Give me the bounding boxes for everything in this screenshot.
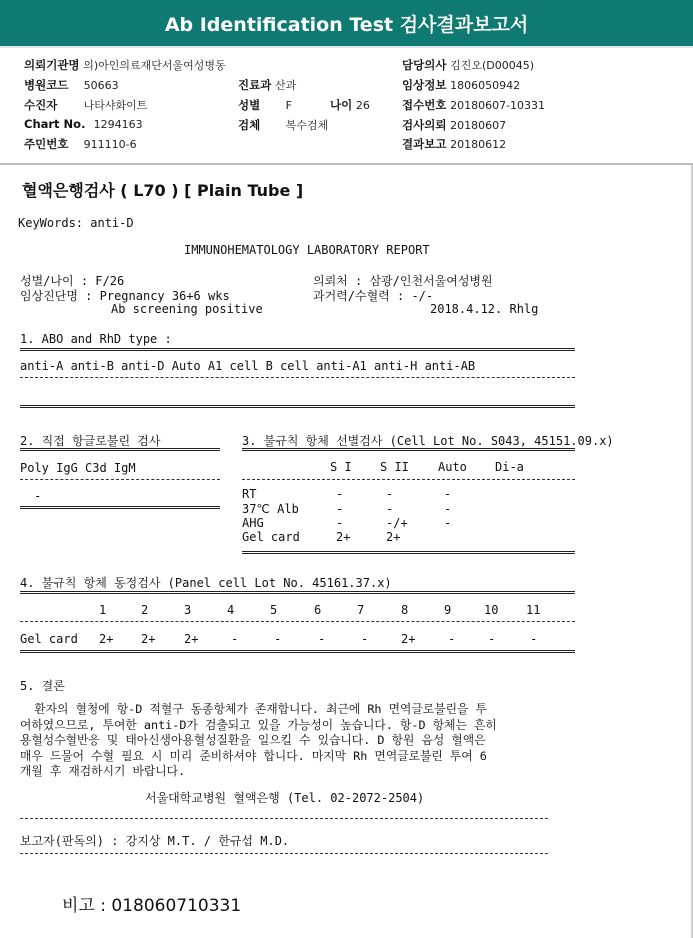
- s4-column-header: 5: [270, 603, 278, 617]
- specimen: [238, 117, 328, 133]
- s3-sii-cell: 2+: [386, 530, 401, 544]
- s3-si-cell: -: [336, 502, 344, 516]
- s2-value: -: [34, 489, 42, 503]
- requesting-org: [24, 57, 226, 73]
- report-date: [402, 136, 506, 152]
- age: [330, 97, 370, 113]
- s4-column-header: 11: [526, 603, 541, 617]
- s4-column-header: 2: [141, 603, 149, 617]
- receipt-no-label: 접수번호: [402, 98, 447, 112]
- department-value: 산과: [274, 79, 297, 92]
- s3-title: 3. 불규칙 항체 선별검사 (Cell Lot No. S043, 45151.09.x): [242, 434, 614, 448]
- chart-no-label: Chart No.: [24, 117, 86, 131]
- s4-row-label: Gel card: [20, 632, 78, 646]
- conclusion-line: 개월 후 재검하시기 바랍니다.: [20, 764, 186, 778]
- s4-value-cell: 2+: [184, 632, 199, 646]
- doctor-label: 담당의사: [402, 58, 447, 72]
- reporter-rule-top: [20, 818, 548, 819]
- s3-head-si: S I: [330, 460, 352, 474]
- s4-column-header: 4: [227, 603, 235, 617]
- clinical-info-value: 1806050942: [450, 79, 521, 92]
- s3-rule-mid: [242, 479, 575, 480]
- s4-value-cell: -: [488, 632, 496, 646]
- chart-no: [24, 117, 143, 131]
- s4-value-cell: -: [318, 632, 326, 646]
- s3-label-cell: Gel card: [242, 530, 300, 544]
- diagnosis-2: Ab screening positive: [111, 302, 263, 316]
- patient: [24, 97, 147, 113]
- s3-sii-cell: -: [386, 502, 394, 516]
- doctor-value: 김진오(D00045): [450, 59, 535, 72]
- doctor: [402, 57, 534, 73]
- s4-value-cell: -: [231, 632, 239, 646]
- specimen-value: 복수검체: [285, 119, 329, 132]
- requesting-org-label: 의뢰기관명: [24, 58, 80, 72]
- reporter-rule-bottom: [20, 853, 548, 854]
- s4-title: 4. 불규칙 항체 동정검사 (Panel cell Lot No. 45161.37.x): [20, 576, 392, 590]
- s1-rule-mid: [20, 377, 575, 378]
- conclusion-line: 환자의 혈청에 항-D 적혈구 동종항체가 존재합니다. 최근에 Rh 면역글로불린을 투: [20, 702, 487, 716]
- s5-title: 5. 결론: [20, 679, 65, 693]
- clinical-info: [402, 77, 520, 93]
- conclusion-line: 여하였으므로, 투여한 anti-D가 검출되고 있을 가능성이 높습니다. 항-D 항체는 흔히: [20, 717, 497, 732]
- s3-label-cell: AHG: [242, 516, 264, 530]
- chart-no-value: 1294163: [93, 118, 143, 131]
- age-value: 26: [355, 99, 370, 112]
- scanned-report: [0, 166, 691, 938]
- clinical-info-label: 임상정보: [402, 78, 447, 92]
- test-request: [402, 117, 506, 133]
- header-divider: [0, 163, 693, 165]
- s1-title: 1. ABO and RhD type :: [20, 332, 172, 346]
- s1-rule-top: [20, 348, 575, 351]
- hospital-code-label: 병원코드: [24, 78, 69, 92]
- test-request-label: 검사의뢰: [402, 118, 447, 132]
- resident-no-value: 911110-6: [83, 138, 137, 151]
- sex-value: F: [285, 99, 292, 112]
- s3-sii-cell: -/+: [386, 516, 408, 530]
- hospital-contact: 서울대학교병원 혈액은행 (Tel. 02-2072-2504): [145, 791, 425, 805]
- patient-value: 나타샤화이트: [83, 99, 148, 112]
- s3-sii-cell: -: [386, 487, 394, 501]
- s2-title: 2. 직접 항글로불린 검사: [20, 434, 161, 448]
- s4-column-header: 6: [314, 603, 322, 617]
- s3-head-auto: Auto: [438, 460, 467, 474]
- hospital-code: [24, 77, 119, 93]
- s3-auto-cell: -: [444, 487, 452, 501]
- s4-value-cell: -: [274, 632, 282, 646]
- s3-auto-cell: -: [444, 516, 452, 530]
- s4-value-cell: -: [530, 632, 538, 646]
- resident-no: [24, 136, 137, 152]
- reporter: 보고자(판독의) : 강지상 M.T. / 한규섭 M.D.: [20, 834, 290, 848]
- test-request-value: 20180607: [450, 119, 507, 132]
- conclusion-line: 용혈성수혈반응 및 태아신생아용혈성질환을 일으킬 수 있습니다. D 항원 음성 혈액은: [20, 733, 486, 747]
- s4-value-cell: 2+: [99, 632, 114, 646]
- history: 과거력/수혈력 : -/-: [313, 289, 434, 303]
- s4-column-header: 9: [444, 603, 452, 617]
- receipt-no-value: 20180607-10331: [450, 99, 546, 112]
- s3-si-cell: -: [336, 487, 344, 501]
- s4-value-cell: 2+: [401, 632, 416, 646]
- s4-column-header: 7: [357, 603, 365, 617]
- s4-value-cell: -: [361, 632, 369, 646]
- s4-value-cell: 2+: [141, 632, 156, 646]
- keywords: KeyWords: anti-D: [18, 216, 134, 230]
- report-date-label: 결과보고: [402, 137, 447, 151]
- conclusion-line: 매우 드물어 수혈 필요 시 미리 준비하셔야 합니다. 마지막 Rh 면역글로불린 투여 6: [20, 748, 487, 763]
- department-label: 진료과: [238, 78, 272, 92]
- s4-rule-bottom: [20, 650, 575, 653]
- department: [238, 77, 296, 93]
- s4-rule-top: [20, 591, 575, 594]
- s4-value-cell: -: [448, 632, 456, 646]
- referrer: 의뢰처 : 삼광/인천서울여성병원: [313, 274, 493, 288]
- specimen-label: 검체: [238, 118, 261, 132]
- s3-rule-top: [242, 448, 575, 451]
- date-rh: 2018.4.12. Rhlg: [430, 302, 539, 316]
- s3-head-sii: S II: [380, 460, 409, 474]
- s3-auto-cell: -: [444, 502, 452, 516]
- s1-columns: anti-A anti-B anti-D Auto A1 cell B cell anti-A1 anti-H anti-AB: [20, 359, 476, 373]
- s1-rule-bottom: [20, 405, 575, 408]
- s2-rule-top: [20, 448, 220, 451]
- scan-heading: 혈액은행검사 ( L70 ) [ Plain Tube ]: [22, 181, 304, 200]
- requesting-org-value: 의)아인의료재단서울여성병동: [83, 59, 226, 72]
- lab-report-title: IMMUNOHEMATOLOGY LABORATORY REPORT: [184, 243, 430, 257]
- report-title: Ab Identification Test 검사결과보고서: [0, 0, 693, 48]
- s2-rule-mid: [20, 479, 220, 480]
- s3-si-cell: 2+: [336, 530, 351, 544]
- age-label: 나이: [330, 98, 353, 112]
- s4-rule-mid: [20, 621, 575, 622]
- receipt-no: [402, 97, 545, 113]
- diagnosis: 임상진단명 : Pregnancy 36+6 wks: [20, 289, 230, 303]
- s4-column-header: 3: [184, 603, 192, 617]
- s2-rule-bottom: [20, 506, 220, 509]
- s4-column-header: 1: [99, 603, 107, 617]
- sex-age: 성별/나이 : F/26: [20, 274, 125, 288]
- s3-label-cell: RT: [242, 487, 257, 501]
- s3-si-cell: -: [336, 516, 344, 530]
- report-date-value: 20180612: [450, 138, 507, 151]
- s3-rule-bottom: [242, 551, 575, 554]
- s3-label-cell: 37℃ Alb: [242, 502, 299, 516]
- sex-label: 성별: [238, 98, 261, 112]
- s3-head-dia: Di-a: [495, 460, 524, 474]
- hospital-code-value: 50663: [83, 79, 119, 92]
- note: 비고 : 018060710331: [62, 896, 242, 916]
- sex: [238, 97, 292, 113]
- s2-columns: Poly IgG C3d IgM: [20, 461, 136, 475]
- resident-no-label: 주민번호: [24, 137, 69, 151]
- s4-column-header: 10: [484, 603, 499, 617]
- patient-label: 수진자: [24, 98, 58, 112]
- s4-column-header: 8: [401, 603, 409, 617]
